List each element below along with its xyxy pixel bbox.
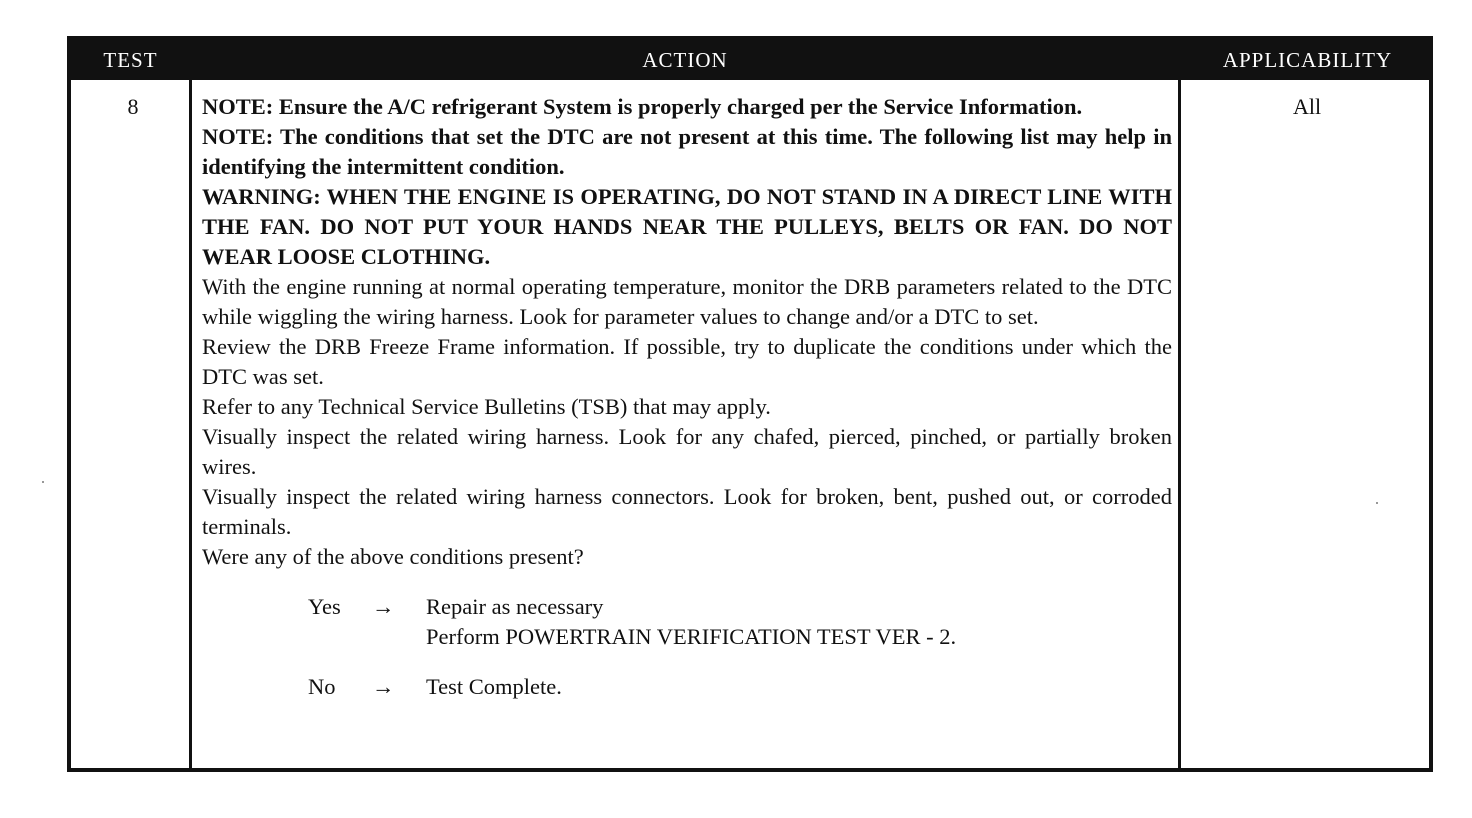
warning-engine-fan: WARNING: WHEN THE ENGINE IS OPERATING, DO NOT STAND IN A DIRECT LINE WITH THE FAN. DO NOT PUT YOUR HANDS NEAR THE PULLEYS, BELTS OR FAN. DO NOT WEAR LOOSE CLOTHING. [202,184,1172,269]
header-applicability: APPLICABILITY [1222,48,1393,72]
note-refrigerant: NOTE: Ensure the A/C refrigerant System is properly charged per the Service Information. [202,94,1083,119]
step-inspect-harness: Visually inspect the related wiring harness. Look for any chafed, pierced, pinched, or partially broken wires. [202,424,1172,479]
answer-no-line: Test Complete. [426,674,562,699]
scan-speck [1376,502,1378,504]
answer-yes-label: Yes [308,594,341,619]
header-test: TEST [103,48,158,72]
column-divider-applicability [1178,80,1181,768]
note-dtc-conditions: NOTE: The conditions that set the DTC are not present at this time. The following list may help in identifying the intermittent condition. [202,124,1172,179]
answer-yes [202,592,1172,652]
step-tsb: Refer to any Technical Service Bulletins (TSB) that may apply. [202,394,771,419]
answer-no-label: No [308,674,336,699]
scan-speck [42,481,44,483]
action-paragraphs [202,92,1172,572]
answer-no [202,672,1172,702]
header-action: ACTION [642,48,728,72]
answer-yes-line: Perform POWERTRAIN VERIFICATION TEST VER - 2. [426,624,957,649]
answer-yes-result [426,592,1172,652]
applicability-value: All [1292,94,1322,119]
step-freeze-frame: Review the DRB Freeze Frame information. If possible, try to duplicate the conditions under which the DTC was set. [202,334,1172,389]
action-cell [202,92,1172,702]
table-header-row [71,40,1429,80]
diagnostic-test-table [67,36,1433,772]
answer-options [202,592,1172,702]
column-divider-test [189,80,192,768]
question-conditions-present: Were any of the above conditions present? [202,544,584,569]
right-arrow-icon: → [372,594,395,619]
answer-yes-line: Repair as necessary [426,594,604,619]
answer-no-result [426,672,1172,702]
step-monitor-drb: With the engine running at normal operating temperature, monitor the DRB parameters related to the DTC while wiggling the wiring harness. Look for parameter values to change and/or a DTC to set. [202,274,1172,329]
test-number: 8 [127,94,139,119]
right-arrow-icon: → [372,674,395,699]
step-inspect-connectors: Visually inspect the related wiring harness connectors. Look for broken, bent, pushed out, or corroded terminals. [202,484,1172,539]
